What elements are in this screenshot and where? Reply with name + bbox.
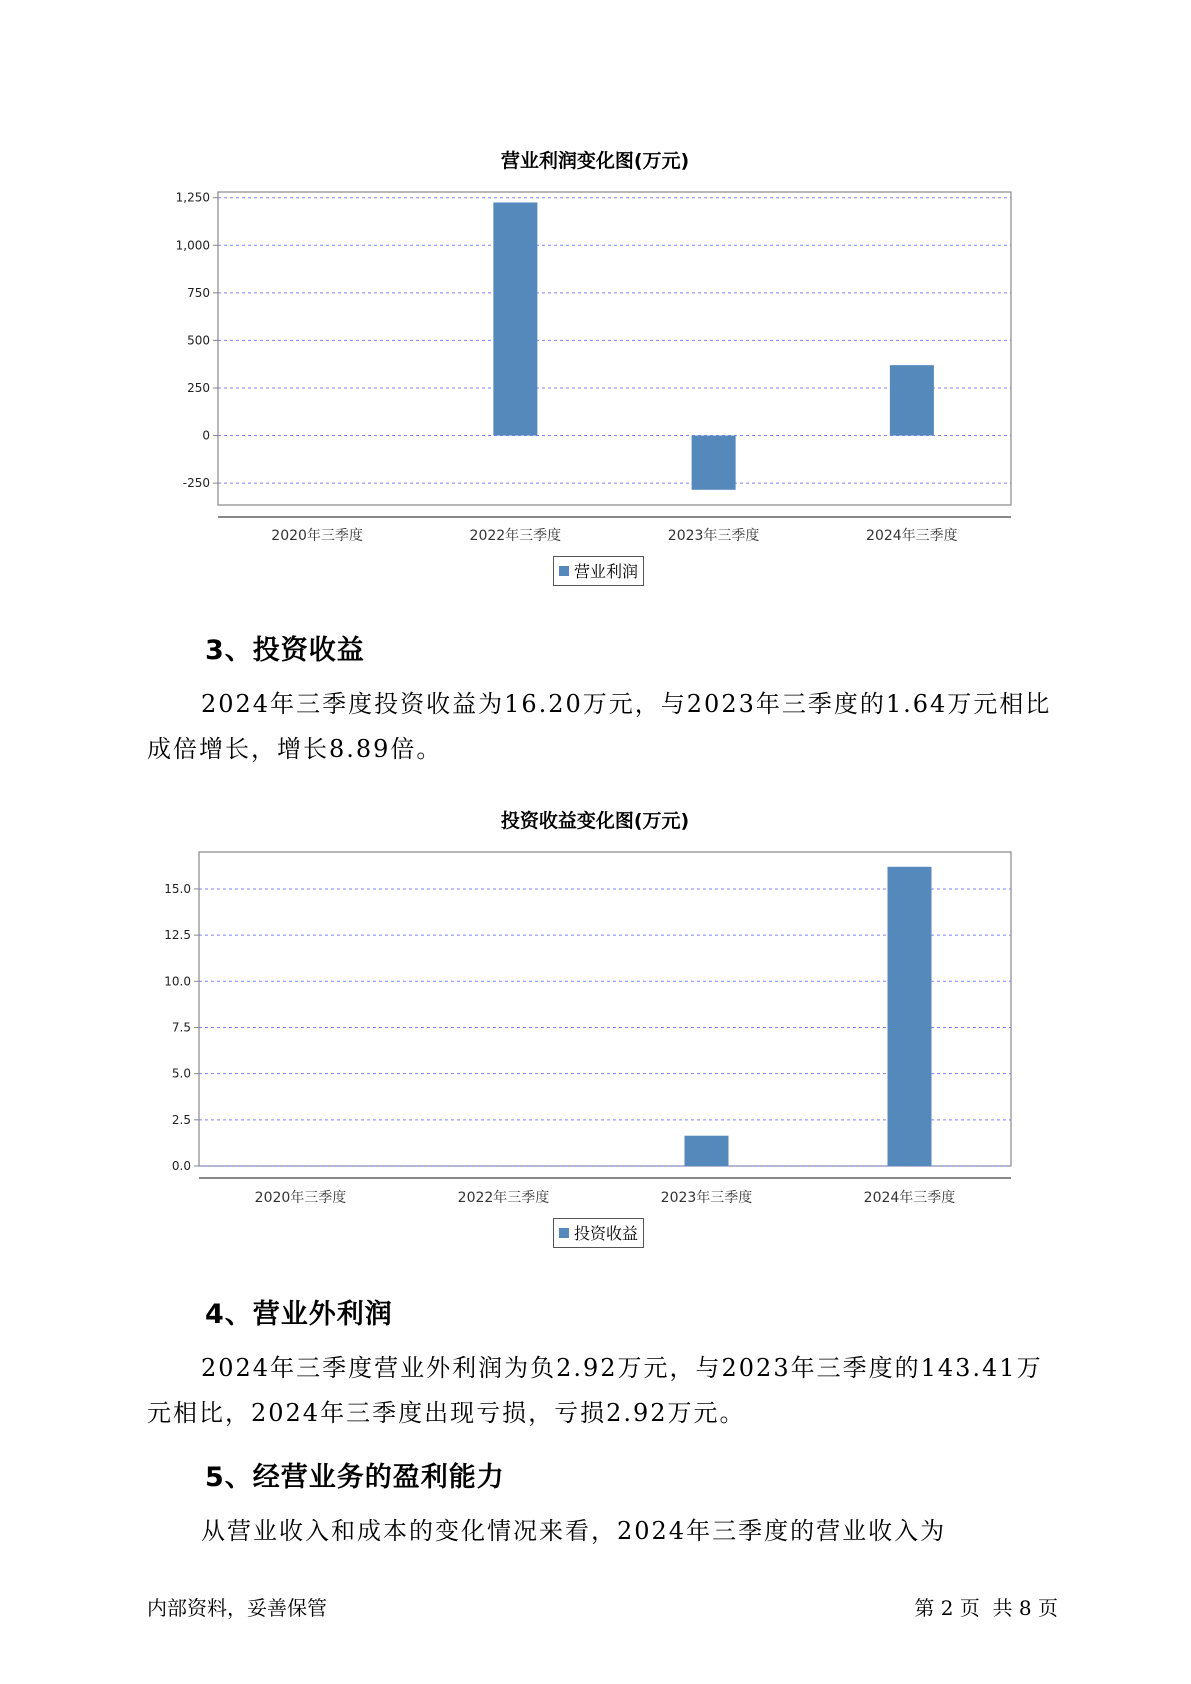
y-tick-label: 7.5 xyxy=(171,1020,191,1035)
x-tick-label: 2022年三季度 xyxy=(457,1190,550,1206)
y-tick-label: 15.0 xyxy=(164,881,191,896)
legend-label: 营业利润 xyxy=(574,562,639,581)
x-tick-label: 2020年三季度 xyxy=(271,528,363,544)
y-tick-label: 12.5 xyxy=(164,928,191,943)
section-5-paragraph xyxy=(147,1509,1067,1554)
legend-swatch xyxy=(559,1228,569,1238)
y-tick-label: 5.0 xyxy=(171,1066,191,1081)
x-tick-label: 2022年三季度 xyxy=(469,528,562,544)
y-tick-label: 250 xyxy=(187,380,210,395)
paragraph-line: 成倍增长，增长8.89倍。 xyxy=(147,735,443,763)
y-tick-label: 0 xyxy=(202,428,210,443)
paragraph-line: 元相比，2024年三季度出现亏损，亏损2.92万元。 xyxy=(147,1399,746,1427)
chart-title: 投资收益变化图(万元) xyxy=(500,810,690,832)
y-tick-label: -250 xyxy=(182,476,210,491)
paragraph-line: 从营业收入和成本的变化情况来看，2024年三季度的营业收入为 xyxy=(201,1517,947,1545)
paragraph-line: 2024年三季度投资收益为16.20万元，与2023年三季度的1.64万元相比 xyxy=(201,690,1052,718)
section-4-heading: 4、营业外利润 xyxy=(205,1299,393,1330)
x-tick-label: 2024年三季度 xyxy=(863,1190,956,1206)
bar xyxy=(685,1136,729,1166)
section-3-heading: 3、投资收益 xyxy=(205,635,365,666)
y-tick-label: 1,250 xyxy=(175,190,210,205)
chart-title: 营业利润变化图(万元) xyxy=(500,150,690,172)
y-tick-label: 1,000 xyxy=(175,238,210,253)
y-tick-label: 750 xyxy=(187,285,210,300)
footer-left: 内部资料，妥善保管 xyxy=(147,1596,327,1620)
x-tick-label: 2020年三季度 xyxy=(254,1190,347,1206)
x-tick-label: 2024年三季度 xyxy=(866,528,958,544)
section-4-paragraph xyxy=(147,1346,1067,1436)
paragraph-line: 2024年三季度营业外利润为负2.92万元，与2023年三季度的143.41万 xyxy=(201,1354,1043,1382)
y-tick-label: 0.0 xyxy=(171,1159,191,1173)
y-tick-label: 500 xyxy=(187,333,210,348)
investment-income-legend xyxy=(553,1218,644,1248)
legend-label: 投资收益 xyxy=(574,1224,639,1243)
x-tick-label: 2023年三季度 xyxy=(667,528,760,544)
y-tick-label: 2.5 xyxy=(171,1112,191,1127)
footer-page-number: 第 2 页 共 8 页 xyxy=(914,1596,1058,1620)
y-tick-label: 10.0 xyxy=(164,974,191,989)
section-5-heading: 5、经营业务的盈利能力 xyxy=(205,1462,505,1493)
bar xyxy=(888,867,932,1166)
x-tick-label: 2023年三季度 xyxy=(660,1190,753,1206)
